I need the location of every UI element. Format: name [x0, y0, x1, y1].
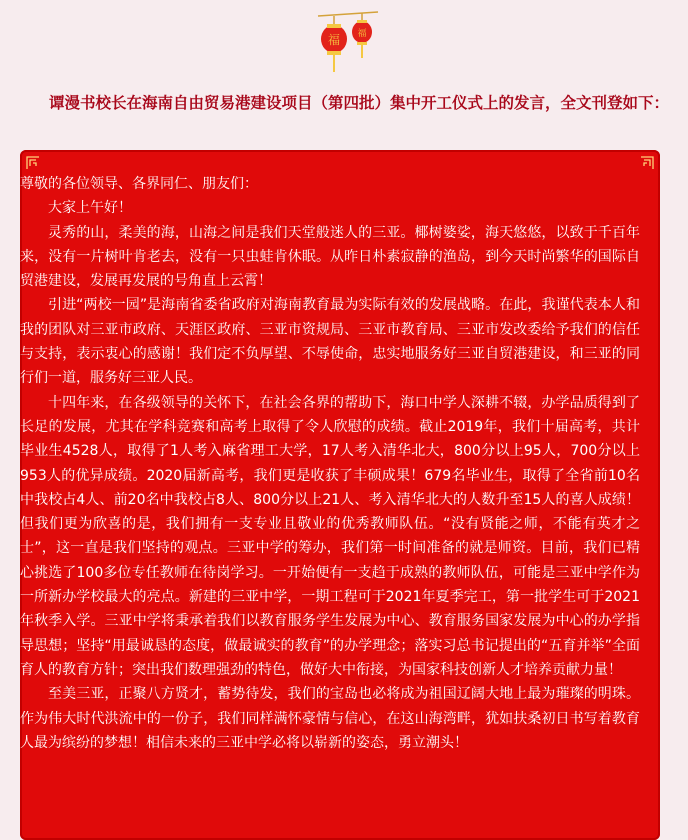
paragraph-future: 至美三亚，正聚八方贤才，蓄势待发，我们的宝岛也必将成为祖国辽阔大地上最为璀璨的明珠。作为伟大时代洪流中的一份子，我们同样满怀豪情与信心，在这山海湾畔，犹如扶桑初日书写着教育人最为缤纷的梦想！相信未来的三亚中学必将以崭新的姿态，勇立潮头！ — [20, 686, 640, 751]
paragraph-greeting: 大家上午好！ — [48, 200, 132, 217]
lantern-right-char: 福 — [357, 29, 367, 39]
intro-heading: 谭漫书校长在海南自由贸易港建设项目（第四批）集中开工仪式上的发言，全文刊登如下： — [49, 94, 670, 112]
corner-ornament-icon — [26, 156, 40, 170]
paragraph-sanya: 灵秀的山，柔美的海，山海之间是我们天堂般迷人的三亚。椰树婆娑，海天悠悠，以致于千百年来，没有一片树叶肯老去，没有一只虫蛙肯休眠。从昨日朴素寂静的渔岛，到今天时尚繁华的国际自贸港建设，发展再发展的号角直上云霄！ — [20, 224, 640, 290]
salutation: 尊敬的各位领导、各界同仁、朋友们： — [20, 176, 258, 192]
corner-ornament-icon — [640, 156, 654, 170]
lantern-decoration-icon — [312, 6, 384, 78]
speech-body — [20, 172, 640, 755]
lantern-left-char: 福 — [327, 33, 341, 47]
paragraph-achievements: 十四年来，在各级领导的关怀下，在社会各界的帮助下，海口中学人深耕不辍，办学品质得到了长足的发展，尤其在学科竞赛和高考上取得了令人欣慰的成绩。截止2019年，我们十届高考，共计毕业生4528人，取得了1人考入麻省理工大学，17人考入清华北大，800分以上95人，700分以上953人的优异成绩。2020届新高考，我们更是收获了丰硕成果！679名毕业生，取得了全省前10名中我校占4人、前20名中我校占8人、800分以上21人、考入清华北大的人数升至15人的喜人成绩！但我们更为欣喜的是，我们拥有一支专业且敬业的优秀教师队伍。“没有贤能之师，不能有英才之士”，这一直是我们坚持的观点。三亚中学的筹办，我们第一时间准备的就是师资。目前，我们已精心挑选了100多位专任教师在待岗学习。一开始便有一支趋于成熟的教师队伍，可能是三亚中学作为一所新办学校最大的亮点。新建的三亚中学，一期工程可于2021年夏季完工，第一批学生可于2021年秋季入学。三亚中学将秉承着我们以教育服务学生发展为中心、教育服务国家发展为中心的办学指导思想；坚持“用最诚恳的态度，做最诚实的教育”的办学理念；落实习总书记提出的“五育并举”全面育人的教育方针；突出我们数理强劲的特色，做好大中衔接，为国家科技创新人才培养贡献力量！ — [20, 394, 640, 678]
paragraph-thanks: 引进“两校一园”是海南省委省政府对海南教育最为实际有效的发展战略。在此，我谨代表本人和我的团队对三亚市政府、天涯区政府、三亚市资规局、三亚市教育局、三亚市发改委给予我们的信任与支持，表示衷心的感谢！我们定不负厚望、不辱使命，忠实地服务好三亚自贸港建设，和三亚的同行们一道，服务好三亚人民。 — [20, 297, 640, 387]
